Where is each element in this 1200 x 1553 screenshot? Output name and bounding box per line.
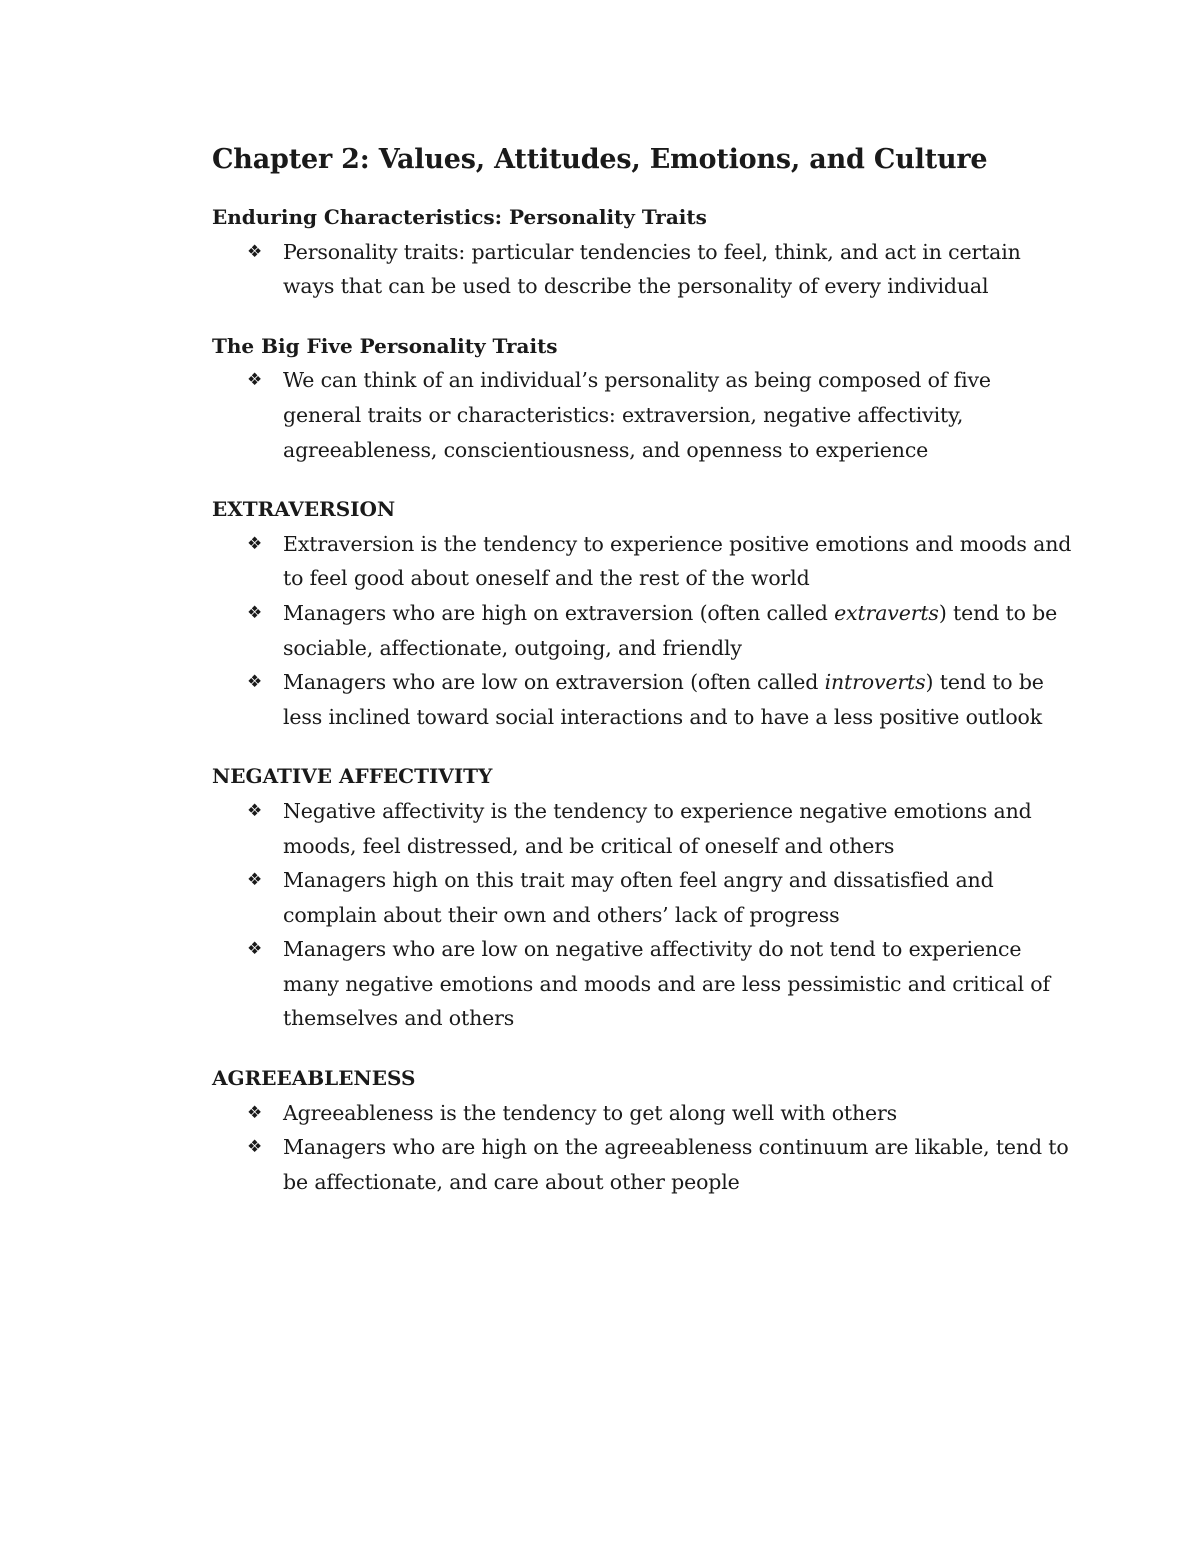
bullet-list	[212, 363, 1072, 467]
bullet-text	[283, 670, 1044, 729]
bullet-item	[247, 596, 1072, 665]
section-negative-affectivity	[212, 759, 1072, 1036]
section-agreeableness	[212, 1061, 1072, 1199]
section-heading: Enduring Characteristics: Personality Traits	[212, 205, 707, 229]
bullet-text-before: Managers who are low on extraversion (often called	[283, 670, 825, 695]
bullet-emphasis: introverts	[824, 670, 926, 695]
section-big-five	[212, 329, 1072, 467]
bullet-list	[212, 794, 1072, 1036]
diamond-bullet-icon: ❖	[247, 672, 263, 693]
section-heading: NEGATIVE AFFECTIVITY	[212, 764, 493, 789]
bullet-item	[247, 527, 1072, 596]
bullet-list	[212, 527, 1072, 735]
bullet-text: Managers who are high on the agreeableness continuum are likable, tend to be affectionate, and care about other people	[283, 1135, 1069, 1194]
bullet-item	[247, 363, 1072, 467]
bullet-item	[247, 235, 1072, 304]
bullet-text: Extraversion is the tendency to experience positive emotions and moods and to feel good about oneself and the rest of the world	[283, 531, 1072, 591]
section-heading: AGREEABLENESS	[212, 1066, 416, 1091]
bullet-item	[247, 1130, 1072, 1199]
diamond-bullet-icon: ❖	[247, 1137, 263, 1158]
section-heading: The Big Five Personality Traits	[212, 333, 558, 358]
bullet-text: Managers who are low on negative affectivity do not tend to experience many negative emotions and moods and are less pessimistic and critical of themselves and others	[283, 937, 1050, 1031]
bullet-text-after: ) tend to be less inclined toward social interactions and to have a less positive outlook	[283, 670, 1044, 729]
diamond-bullet-icon: ❖	[247, 241, 263, 262]
diamond-bullet-icon: ❖	[247, 370, 263, 391]
bullet-text: We can think of an individual’s personality as being composed of five general traits or characteristics: extraversion, negative affectivity, agreeableness, conscientiousness, and openness to experience	[283, 368, 991, 462]
diamond-bullet-icon: ❖	[247, 533, 263, 554]
diamond-bullet-icon: ❖	[247, 602, 263, 623]
bullet-emphasis: extraverts	[834, 600, 939, 625]
section-extraversion	[212, 492, 1072, 734]
diamond-bullet-icon: ❖	[247, 1102, 263, 1123]
bullet-text-before: Managers who are high on extraversion (often called	[283, 600, 835, 625]
document-page	[212, 138, 1072, 1224]
page-title: Chapter 2: Values, Attitudes, Emotions, and Culture	[212, 144, 988, 175]
bullet-text: Personality traits: particular tendencies to feel, think, and act in certain ways that can be used to describe the personality of every individual	[283, 239, 1021, 299]
bullet-text	[283, 601, 1057, 660]
bullet-item	[247, 932, 1072, 1036]
diamond-bullet-icon: ❖	[247, 939, 263, 960]
bullet-list	[212, 235, 1072, 304]
bullet-list	[212, 1096, 1072, 1200]
bullet-item	[247, 665, 1072, 734]
diamond-bullet-icon: ❖	[247, 800, 263, 821]
bullet-text-after: ) tend to be sociable, affectionate, outgoing, and friendly	[283, 600, 1058, 660]
bullet-item	[247, 863, 1072, 932]
bullet-item	[247, 1096, 1072, 1131]
section-heading: EXTRAVERSION	[212, 497, 396, 522]
diamond-bullet-icon: ❖	[247, 870, 263, 891]
bullet-item	[247, 794, 1072, 863]
section-personality-traits	[212, 200, 1072, 304]
bullet-text: Managers high on this trait may often feel angry and dissatisfied and complain about their own and others’ lack of progress	[283, 868, 994, 927]
bullet-text: Negative affectivity is the tendency to experience negative emotions and moods, feel distressed, and be critical of oneself and others	[283, 798, 1032, 858]
bullet-text: Agreeableness is the tendency to get along well with others	[283, 1100, 898, 1125]
